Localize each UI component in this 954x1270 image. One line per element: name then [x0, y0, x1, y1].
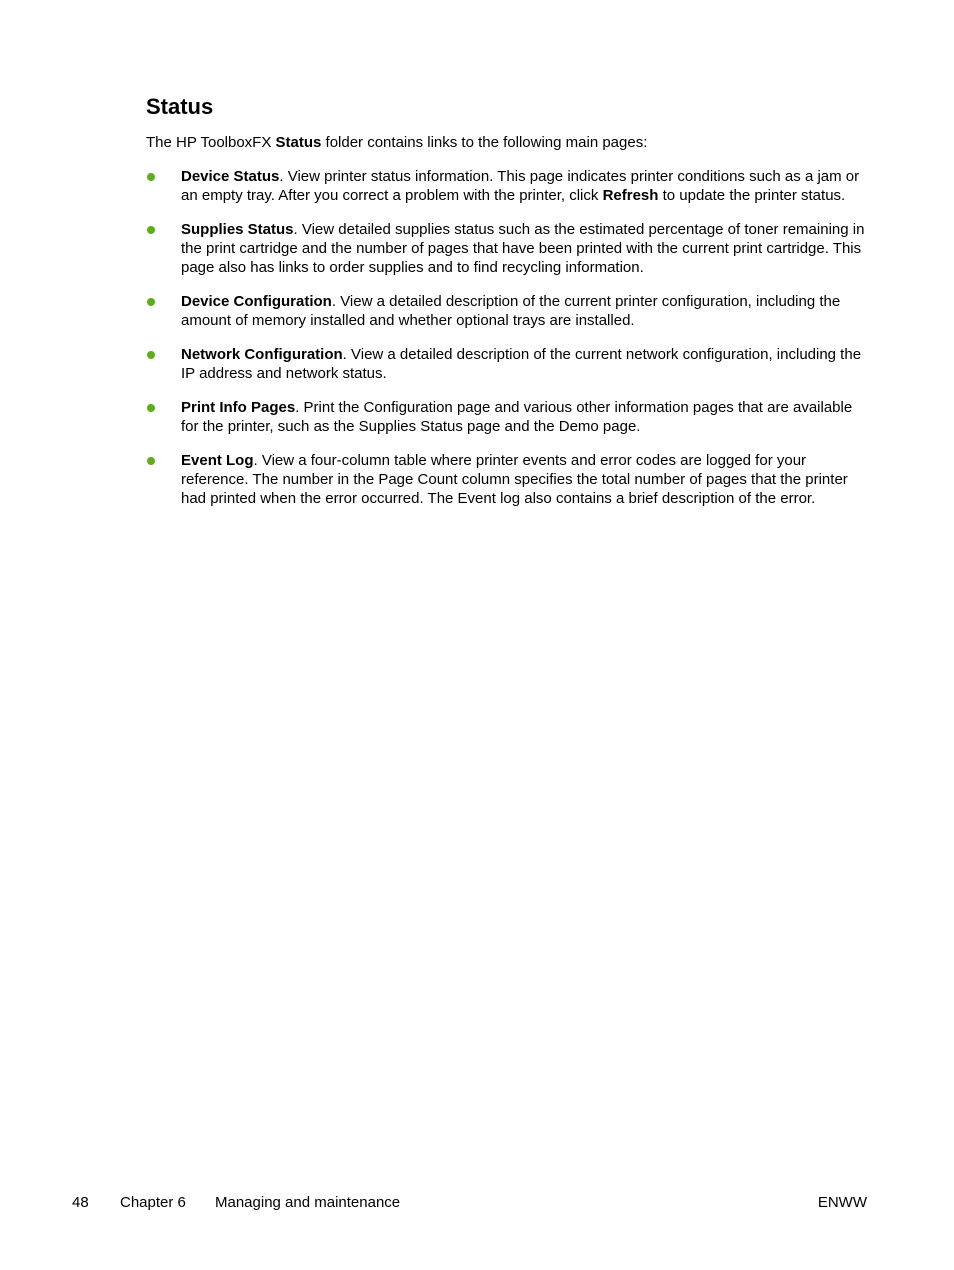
list-item-text	[181, 168, 859, 204]
footer-page-number: 48	[72, 1194, 89, 1211]
list-item-term: Supplies Status	[181, 221, 294, 238]
list-item-network-configuration	[146, 345, 871, 383]
footer-chapter: Chapter 6	[120, 1194, 186, 1211]
list-item-text	[181, 221, 864, 276]
list-item-description: . Print the Configuration page and various other information pages that are available for the printer, such as the Supplies Status page and the Demo page.	[181, 399, 853, 435]
list-item-device-configuration	[146, 292, 871, 330]
list-item-text	[181, 452, 848, 507]
intro-text-before: The HP ToolboxFX	[146, 134, 276, 151]
footer-locale-code: ENWW	[817, 1194, 867, 1211]
intro-paragraph	[146, 133, 647, 152]
bullet-dot-icon	[147, 404, 155, 412]
list-item-term: Network Configuration	[181, 346, 343, 363]
list-item-print-info-pages	[146, 398, 871, 436]
list-item-description: . View a detailed description of the current network configuration, including the IP address and network status.	[181, 346, 862, 382]
list-item-description: . View printer status information. This page indicates printer conditions such as a jam or an empty tray. After you correct a problem with the printer, click	[181, 168, 860, 204]
list-item-text	[181, 293, 840, 329]
list-item-text	[181, 399, 852, 435]
list-item-event-log	[146, 451, 871, 508]
bullet-dot-icon	[147, 351, 155, 359]
list-item-term: Device Configuration	[181, 293, 332, 310]
list-item-description: . View detailed supplies status such as the estimated percentage of toner remaining in the print cartridge and the number of pages that have been printed with the current print cartridge. This page also has links to order supplies and to find recycling information.	[181, 221, 865, 276]
section-heading: Status	[146, 94, 214, 119]
list-item-description: . View a four-column table where printer events and error codes are logged for your reference. The number in the Page Count column specifies the total number of pages that the printer had printed when the error occurred. The Event log also contains a brief description of the error.	[181, 452, 848, 507]
intro-bold-term: Status	[275, 134, 322, 151]
list-item-description: . View a detailed description of the current printer configuration, including the amount of memory installed and whether optional trays are installed.	[181, 293, 841, 329]
intro-text-after: folder contains links to the following main pages:	[321, 134, 648, 151]
list-item-text	[181, 346, 861, 382]
status-pages-list	[146, 167, 871, 523]
footer-chapter-title: Managing and maintenance	[215, 1194, 401, 1211]
list-item-device-status	[146, 167, 871, 205]
list-item-term: Event Log	[181, 452, 254, 469]
bullet-dot-icon	[147, 457, 155, 465]
bullet-dot-icon	[147, 226, 155, 234]
bullet-dot-icon	[147, 298, 155, 306]
list-item-term: Print Info Pages	[181, 399, 296, 416]
list-item-supplies-status	[146, 220, 871, 277]
bullet-dot-icon	[147, 173, 155, 181]
refresh-term: Refresh	[602, 187, 659, 204]
list-item-term: Device Status	[181, 168, 280, 185]
list-item-description-end: to update the printer status.	[658, 187, 846, 204]
